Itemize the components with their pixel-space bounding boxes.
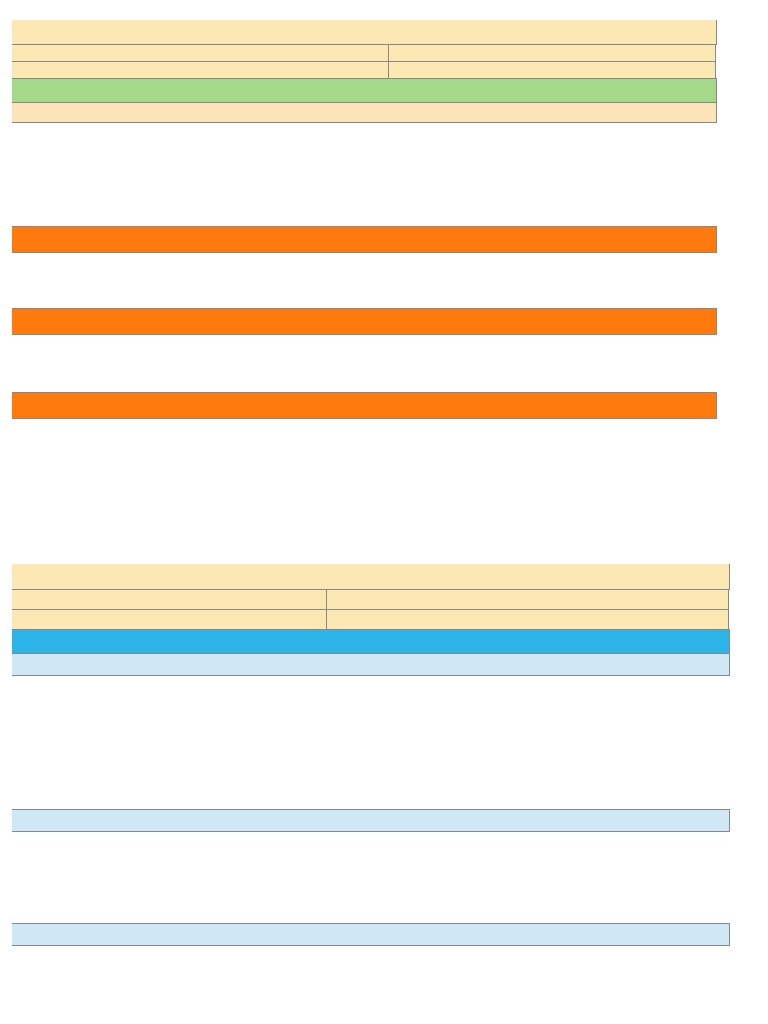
district-field	[326, 609, 729, 630]
district-field	[388, 61, 716, 79]
timetable-sheet-primary	[12, 20, 718, 488]
section-band-class3-5-aug	[12, 308, 717, 335]
section-band-class6-8-july	[12, 653, 730, 676]
dise-code-field	[12, 589, 327, 610]
section-band-class3-5-july	[12, 226, 717, 253]
page-title	[12, 629, 730, 654]
section-band-class6-8-nov	[12, 923, 730, 946]
sankul-field	[388, 44, 716, 62]
section-band-class3-5-nov	[12, 392, 717, 419]
block-field	[12, 61, 389, 79]
page-title	[12, 78, 717, 103]
section-band-class6-8-aug	[12, 809, 730, 832]
timetable-sheet-middle	[12, 564, 731, 1024]
sankul-field	[326, 589, 729, 610]
school-name-field	[12, 564, 730, 590]
school-name-field	[12, 20, 717, 45]
dise-code-field	[12, 44, 389, 62]
block-field	[12, 609, 327, 630]
section-band-class1-2	[12, 102, 717, 123]
